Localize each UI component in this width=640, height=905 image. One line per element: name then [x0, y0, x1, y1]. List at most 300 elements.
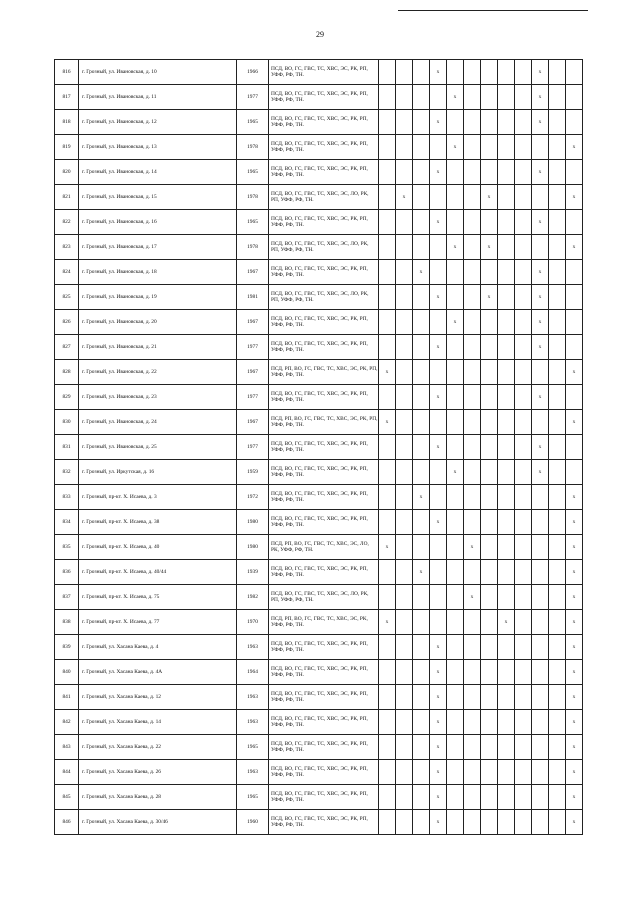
mark-cell — [447, 535, 464, 560]
mark-cell — [532, 635, 549, 660]
row-number: 833 — [55, 485, 79, 510]
mark-cell — [464, 235, 481, 260]
mark-cell: x — [447, 85, 464, 110]
mark-cell — [447, 735, 464, 760]
mark-cell — [498, 210, 515, 235]
mark-cell — [447, 660, 464, 685]
mark-cell — [549, 210, 566, 235]
row-number: 837 — [55, 585, 79, 610]
mark-cell — [464, 60, 481, 85]
table-row — [55, 785, 583, 810]
mark-cell — [515, 260, 532, 285]
mark-cell — [532, 810, 549, 835]
mark-cell: x — [430, 210, 447, 235]
mark-cell: x — [430, 660, 447, 685]
address-cell: г. Грозный, ул. Ивановская, д. 24 — [79, 410, 237, 435]
mark-cell: x — [566, 510, 583, 535]
mark-cell — [515, 560, 532, 585]
year-cell: 1981 — [237, 285, 269, 310]
mark-cell: x — [566, 710, 583, 735]
mark-cell — [464, 635, 481, 660]
mark-cell: x — [464, 535, 481, 560]
mark-cell — [464, 135, 481, 160]
mark-cell — [549, 285, 566, 310]
row-number: 818 — [55, 110, 79, 135]
mark-cell — [413, 635, 430, 660]
mark-cell — [447, 260, 464, 285]
row-number: 844 — [55, 760, 79, 785]
mark-cell — [515, 435, 532, 460]
mark-cell — [430, 460, 447, 485]
mark-cell — [481, 535, 498, 560]
address-cell: г. Грозный, ул. Ивановская, д. 11 — [79, 85, 237, 110]
row-number: 841 — [55, 685, 79, 710]
mark-cell: x — [566, 585, 583, 610]
table-row — [55, 410, 583, 435]
mark-cell: x — [413, 485, 430, 510]
mark-cell — [498, 560, 515, 585]
table-row — [55, 535, 583, 560]
address-cell: г. Грозный, пр-кт. Х. Исаева, д. 38 — [79, 510, 237, 535]
mark-cell — [532, 485, 549, 510]
mark-cell — [413, 285, 430, 310]
mark-cell — [413, 110, 430, 135]
mark-cell — [413, 160, 430, 185]
mark-cell — [464, 660, 481, 685]
mark-cell — [481, 210, 498, 235]
mark-cell — [481, 60, 498, 85]
mark-cell — [549, 560, 566, 585]
address-cell: г. Грозный, ул. Ивановская, д. 12 — [79, 110, 237, 135]
mark-cell — [447, 685, 464, 710]
year-cell: 1966 — [237, 60, 269, 85]
mark-cell — [566, 210, 583, 235]
mark-cell — [515, 410, 532, 435]
mark-cell: x — [498, 610, 515, 635]
housing-table — [54, 59, 583, 835]
table-row — [55, 260, 583, 285]
mark-cell — [447, 560, 464, 585]
mark-cell: x — [379, 535, 396, 560]
mark-cell — [515, 285, 532, 310]
mark-cell: x — [566, 635, 583, 660]
address-cell: г. Грозный, ул. Ивановская, д. 10 — [79, 60, 237, 85]
table-row — [55, 285, 583, 310]
mark-cell: x — [566, 735, 583, 760]
works-cell: ПСД, РП, ВО, ГС, ГВС, ТС, ХВС, ЭС, РК, РП, УФФ, РФ, ТН. — [269, 360, 379, 385]
mark-cell — [396, 660, 413, 685]
address-cell: г. Грозный, ул. Хасана Каева, д. 28 — [79, 785, 237, 810]
mark-cell — [566, 260, 583, 285]
year-cell: 1978 — [237, 185, 269, 210]
mark-cell — [515, 810, 532, 835]
works-cell: ПСД, ВО, ГС, ГВС, ТС, ХВС, ЭС, ЛО, РК, РП, УФФ, РФ, ТН. — [269, 185, 379, 210]
table-row — [55, 185, 583, 210]
row-number: 821 — [55, 185, 79, 210]
mark-cell — [515, 785, 532, 810]
mark-cell — [549, 185, 566, 210]
mark-cell — [566, 335, 583, 360]
mark-cell — [498, 760, 515, 785]
mark-cell — [396, 60, 413, 85]
mark-cell — [430, 135, 447, 160]
mark-cell — [498, 260, 515, 285]
mark-cell: x — [413, 260, 430, 285]
works-cell: ПСД, ВО, ГС, ГВС, ТС, ХВС, ЭС, РК, РП, УФФ, РФ, ТН. — [269, 310, 379, 335]
mark-cell — [464, 410, 481, 435]
year-cell: 1963 — [237, 685, 269, 710]
mark-cell — [379, 810, 396, 835]
mark-cell: x — [566, 810, 583, 835]
mark-cell — [481, 460, 498, 485]
mark-cell — [498, 585, 515, 610]
table-body — [55, 60, 583, 835]
address-cell: г. Грозный, пр-кт. Х. Исаева, д. 40 — [79, 535, 237, 560]
mark-cell — [464, 460, 481, 485]
mark-cell — [498, 85, 515, 110]
address-cell: г. Грозный, ул. Хасана Каева, д. 14 — [79, 710, 237, 735]
mark-cell — [396, 460, 413, 485]
mark-cell — [447, 185, 464, 210]
mark-cell — [396, 760, 413, 785]
mark-cell: x — [430, 810, 447, 835]
mark-cell — [447, 585, 464, 610]
mark-cell: x — [566, 135, 583, 160]
works-cell: ПСД, ВО, ГС, ГВС, ТС, ХВС, ЭС, ЛО, РК, РП, УФФ, РФ, ТН. — [269, 285, 379, 310]
year-cell: 1959 — [237, 460, 269, 485]
table-row — [55, 135, 583, 160]
mark-cell — [396, 610, 413, 635]
mark-cell — [549, 60, 566, 85]
works-cell: ПСД, ВО, ГС, ГВС, ТС, ХВС, ЭС, ЛО, РК, РП, УФФ, РФ, ТН. — [269, 585, 379, 610]
mark-cell — [532, 785, 549, 810]
mark-cell — [549, 110, 566, 135]
mark-cell — [566, 85, 583, 110]
mark-cell — [532, 710, 549, 735]
mark-cell — [430, 310, 447, 335]
mark-cell — [532, 660, 549, 685]
mark-cell — [481, 810, 498, 835]
mark-cell — [549, 810, 566, 835]
mark-cell — [413, 535, 430, 560]
mark-cell — [498, 160, 515, 185]
address-cell: г. Грозный, ул. Ивановская, д. 25 — [79, 435, 237, 460]
mark-cell — [396, 735, 413, 760]
mark-cell — [481, 110, 498, 135]
mark-cell — [515, 60, 532, 85]
mark-cell — [396, 685, 413, 710]
mark-cell — [549, 310, 566, 335]
mark-cell — [447, 110, 464, 135]
mark-cell — [379, 160, 396, 185]
mark-cell — [464, 310, 481, 335]
mark-cell — [532, 510, 549, 535]
address-cell: г. Грозный, ул. Ивановская, д. 14 — [79, 160, 237, 185]
works-cell: ПСД, ВО, ГС, ГВС, ТС, ХВС, ЭС, РК, РП, УФФ, РФ, ТН. — [269, 685, 379, 710]
mark-cell: x — [532, 435, 549, 460]
mark-cell — [413, 710, 430, 735]
mark-cell — [413, 510, 430, 535]
mark-cell — [515, 160, 532, 185]
mark-cell — [379, 760, 396, 785]
address-cell: г. Грозный, ул. Ивановская, д. 22 — [79, 360, 237, 385]
mark-cell: x — [379, 410, 396, 435]
mark-cell — [447, 610, 464, 635]
address-cell: г. Грозный, ул. Ивановская, д. 23 — [79, 385, 237, 410]
mark-cell — [515, 585, 532, 610]
works-cell: ПСД, ВО, ГС, ГВС, ТС, ХВС, ЭС, РК, РП, УФФ, РФ, ТН. — [269, 810, 379, 835]
mark-cell — [430, 560, 447, 585]
address-cell: г. Грозный, пр-кт. Х. Исаева, д. 3 — [79, 485, 237, 510]
mark-cell — [413, 760, 430, 785]
year-cell: 1978 — [237, 135, 269, 160]
mark-cell: x — [532, 460, 549, 485]
mark-cell — [498, 635, 515, 660]
mark-cell — [447, 285, 464, 310]
mark-cell — [515, 135, 532, 160]
mark-cell — [396, 410, 413, 435]
mark-cell — [515, 235, 532, 260]
address-cell: г. Грозный, ул. Ивановская, д. 17 — [79, 235, 237, 260]
year-cell: 1963 — [237, 710, 269, 735]
table-row — [55, 735, 583, 760]
mark-cell — [413, 385, 430, 410]
mark-cell — [532, 585, 549, 610]
mark-cell: x — [566, 185, 583, 210]
mark-cell — [515, 310, 532, 335]
mark-cell — [464, 385, 481, 410]
mark-cell — [396, 535, 413, 560]
mark-cell: x — [430, 110, 447, 135]
row-number: 822 — [55, 210, 79, 235]
address-cell: г. Грозный, ул. Хасана Каева, д. 4А — [79, 660, 237, 685]
mark-cell — [515, 460, 532, 485]
mark-cell — [413, 185, 430, 210]
mark-cell — [532, 560, 549, 585]
mark-cell: x — [481, 185, 498, 210]
mark-cell — [481, 585, 498, 610]
mark-cell — [447, 360, 464, 385]
mark-cell — [379, 85, 396, 110]
mark-cell — [379, 310, 396, 335]
mark-cell — [549, 460, 566, 485]
mark-cell — [447, 760, 464, 785]
mark-cell — [464, 735, 481, 760]
works-cell: ПСД, ВО, ГС, ГВС, ТС, ХВС, ЭС, РК, РП, УФФ, РФ, ТН. — [269, 510, 379, 535]
row-number: 830 — [55, 410, 79, 435]
mark-cell — [464, 285, 481, 310]
address-cell: г. Грозный, ул. Ивановская, д. 13 — [79, 135, 237, 160]
row-number: 836 — [55, 560, 79, 585]
mark-cell — [396, 210, 413, 235]
row-number: 823 — [55, 235, 79, 260]
table-row — [55, 460, 583, 485]
mark-cell — [566, 285, 583, 310]
mark-cell — [464, 435, 481, 460]
table-row — [55, 310, 583, 335]
mark-cell — [447, 410, 464, 435]
address-cell: г. Грозный, ул. Ивановская, д. 15 — [79, 185, 237, 210]
table-row — [55, 360, 583, 385]
mark-cell — [379, 460, 396, 485]
mark-cell — [396, 235, 413, 260]
address-cell: г. Грозный, ул. Ивановская, д. 16 — [79, 210, 237, 235]
mark-cell — [430, 235, 447, 260]
mark-cell: x — [430, 285, 447, 310]
year-cell: 1967 — [237, 260, 269, 285]
mark-cell — [447, 335, 464, 360]
year-cell: 1967 — [237, 410, 269, 435]
mark-cell — [430, 535, 447, 560]
mark-cell — [447, 785, 464, 810]
mark-cell: x — [532, 285, 549, 310]
year-cell: 1982 — [237, 585, 269, 610]
mark-cell — [430, 585, 447, 610]
works-cell: ПСД, РП, ВО, ГС, ГВС, ТС, ХВС, ЭС, РК, УФФ, РФ, ТН. — [269, 610, 379, 635]
mark-cell — [498, 235, 515, 260]
mark-cell — [447, 510, 464, 535]
mark-cell — [515, 510, 532, 535]
mark-cell — [549, 535, 566, 560]
mark-cell: x — [532, 85, 549, 110]
mark-cell — [464, 85, 481, 110]
mark-cell — [379, 660, 396, 685]
works-cell: ПСД, ВО, ГС, ГВС, ТС, ХВС, ЭС, ЛО, РК, РП, УФФ, РФ, ТН. — [269, 235, 379, 260]
mark-cell: x — [430, 735, 447, 760]
row-number: 834 — [55, 510, 79, 535]
mark-cell — [498, 410, 515, 435]
address-cell: г. Грозный, ул. Хасана Каева, д. 30/46 — [79, 810, 237, 835]
mark-cell — [396, 285, 413, 310]
mark-cell — [498, 335, 515, 360]
page-number: 29 — [316, 30, 324, 39]
row-number: 831 — [55, 435, 79, 460]
mark-cell — [413, 685, 430, 710]
works-cell: ПСД, ВО, ГС, ГВС, ТС, ХВС, ЭС, РК, РП, УФФ, РФ, ТН. — [269, 160, 379, 185]
mark-cell — [481, 635, 498, 660]
mark-cell — [430, 610, 447, 635]
mark-cell: x — [566, 410, 583, 435]
address-cell: г. Грозный, пр-кт. Х. Исаева, д. 75 — [79, 585, 237, 610]
table-row — [55, 710, 583, 735]
mark-cell: x — [447, 310, 464, 335]
row-number: 838 — [55, 610, 79, 635]
mark-cell — [481, 710, 498, 735]
table-row — [55, 660, 583, 685]
address-cell: г. Грозный, ул. Ивановская, д. 20 — [79, 310, 237, 335]
row-number: 820 — [55, 160, 79, 185]
mark-cell — [549, 85, 566, 110]
mark-cell: x — [532, 110, 549, 135]
mark-cell — [464, 785, 481, 810]
mark-cell: x — [464, 585, 481, 610]
mark-cell — [447, 810, 464, 835]
mark-cell — [396, 385, 413, 410]
address-cell: г. Грозный, ул. Хасана Каева, д. 26 — [79, 760, 237, 785]
mark-cell: x — [532, 60, 549, 85]
mark-cell — [481, 385, 498, 410]
mark-cell — [379, 385, 396, 410]
mark-cell — [515, 85, 532, 110]
row-number: 825 — [55, 285, 79, 310]
mark-cell — [413, 210, 430, 235]
mark-cell: x — [566, 785, 583, 810]
mark-cell — [396, 435, 413, 460]
mark-cell: x — [566, 485, 583, 510]
works-cell: ПСД, ВО, ГС, ГВС, ТС, ХВС, ЭС, РК, РП, УФФ, РФ, ТН. — [269, 110, 379, 135]
mark-cell — [379, 710, 396, 735]
table-row — [55, 60, 583, 85]
table-row — [55, 685, 583, 710]
row-number: 819 — [55, 135, 79, 160]
mark-cell — [481, 310, 498, 335]
mark-cell — [481, 260, 498, 285]
mark-cell — [430, 85, 447, 110]
mark-cell — [413, 785, 430, 810]
mark-cell — [464, 610, 481, 635]
mark-cell — [464, 485, 481, 510]
year-cell: 1960 — [237, 810, 269, 835]
mark-cell — [379, 260, 396, 285]
year-cell: 1980 — [237, 510, 269, 535]
year-cell: 1965 — [237, 785, 269, 810]
mark-cell — [498, 435, 515, 460]
mark-cell — [515, 735, 532, 760]
year-cell: 1972 — [237, 485, 269, 510]
year-cell: 1965 — [237, 160, 269, 185]
mark-cell — [498, 60, 515, 85]
mark-cell — [498, 485, 515, 510]
mark-cell — [447, 160, 464, 185]
mark-cell — [498, 135, 515, 160]
mark-cell — [549, 635, 566, 660]
mark-cell — [396, 785, 413, 810]
row-number: 832 — [55, 460, 79, 485]
mark-cell — [464, 710, 481, 735]
mark-cell: x — [430, 160, 447, 185]
mark-cell — [498, 685, 515, 710]
works-cell: ПСД, ВО, ГС, ГВС, ТС, ХВС, ЭС, РК, РП, УФФ, РФ, ТН. — [269, 335, 379, 360]
mark-cell: x — [532, 385, 549, 410]
mark-cell — [481, 735, 498, 760]
mark-cell — [379, 285, 396, 310]
mark-cell — [481, 485, 498, 510]
address-cell: г. Грозный, ул. Хасана Каева, д. 22 — [79, 735, 237, 760]
mark-cell — [498, 385, 515, 410]
mark-cell — [515, 110, 532, 135]
mark-cell — [498, 710, 515, 735]
mark-cell — [396, 310, 413, 335]
mark-cell: x — [481, 235, 498, 260]
row-number: 845 — [55, 785, 79, 810]
mark-cell — [379, 635, 396, 660]
mark-cell: x — [447, 235, 464, 260]
mark-cell — [498, 810, 515, 835]
year-cell: 1970 — [237, 610, 269, 635]
works-cell: ПСД, ВО, ГС, ГВС, ТС, ХВС, ЭС, РК, РП, УФФ, РФ, ТН. — [269, 560, 379, 585]
mark-cell — [464, 810, 481, 835]
year-cell: 1978 — [237, 235, 269, 260]
mark-cell — [413, 335, 430, 360]
mark-cell — [515, 760, 532, 785]
mark-cell — [413, 610, 430, 635]
mark-cell — [447, 60, 464, 85]
mark-cell — [498, 660, 515, 685]
works-cell: ПСД, ВО, ГС, ГВС, ТС, ХВС, ЭС, РК, РП, УФФ, РФ, ТН. — [269, 785, 379, 810]
mark-cell — [413, 85, 430, 110]
mark-cell — [379, 60, 396, 85]
mark-cell — [464, 560, 481, 585]
